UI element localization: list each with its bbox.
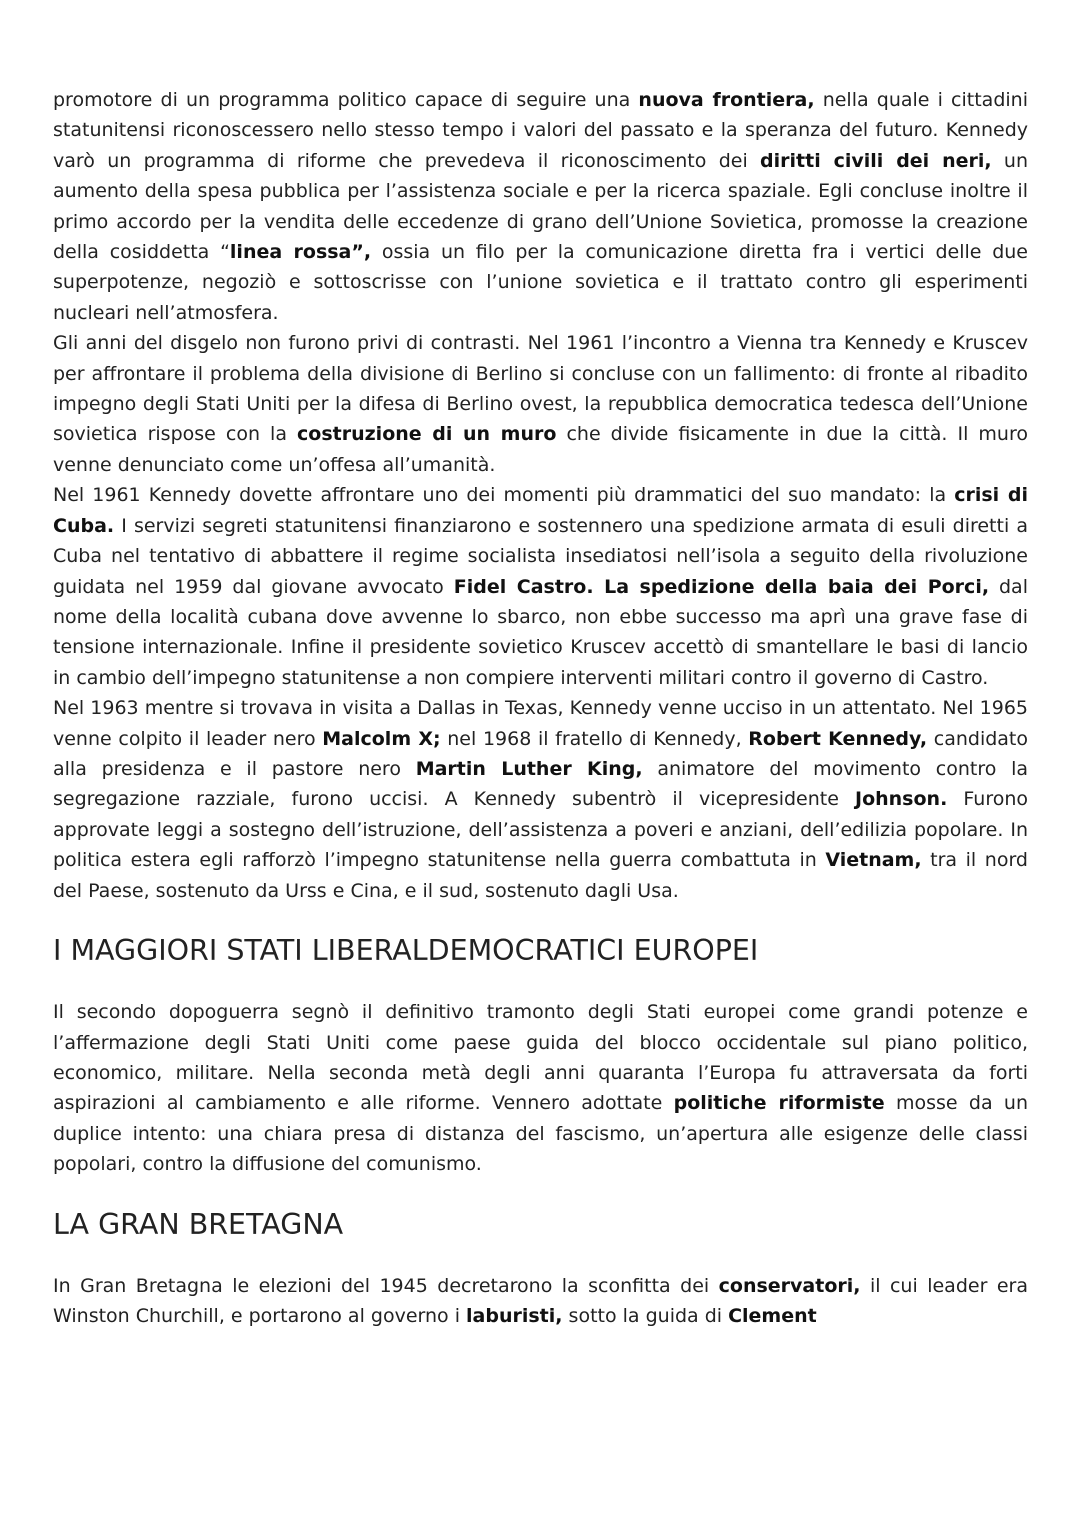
text-run: In Gran Bretagna le elezioni del 1945 decretarono la sconfitta dei	[53, 1274, 719, 1297]
bold-term: Malcolm X;	[322, 727, 441, 750]
text-run: Gli anni del disgelo non furono privi di contrasti. Nel 1961 l’incontro a Vienna tra Kennedy e Kruscev per affrontare il problema della divisione di Berlino si concluse con un fallimento: di fronte al ribadito impegno degli Stati Uniti per la difesa di Berlino ovest, la repubblica democratica tedesca dell’Unione sovietica rispose con la	[53, 332, 1028, 446]
bold-term: politiche riformiste	[673, 1092, 885, 1115]
text-run: Nel 1963 mentre si trovava in visita a Dallas in Texas, Kennedy venne ucciso in un attentato. Nel 1965 venne colpito il leader nero	[53, 697, 1028, 750]
bold-term: diritti civili dei neri,	[760, 149, 992, 172]
text-run: I servizi segreti statunitensi finanziarono e sostennero una spedizione armata di esuli diretti a Cuba nel tentativo di abbattere il regime socialista insediatosi nell’isola a seguito della rivoluzione guidata nel 1959 dal giovane avvocato	[53, 514, 1028, 598]
bold-term: conservatori,	[718, 1274, 861, 1297]
bold-term: laburisti,	[466, 1305, 563, 1328]
text-run: candidato alla presidenza e il pastore nero	[53, 727, 1029, 780]
text-run: dal nome della località cubana dove avvenne lo sbarco, non ebbe successo ma aprì una grave fase di tensione internazionale. Infine il presidente sovietico Kruscev accettò di smantellare le basi di lancio in cambio dell’impegno statunitense a non compiere interventi militari contro il governo di Castro.	[53, 575, 1028, 689]
paragraph-gran-bretagna	[53, 1271, 1028, 1332]
text-run: nella quale i cittadini statunitensi riconoscessero nello stesso tempo i valori del passato e la speranza del futuro. Kennedy varò un programma di riforme che prevedeva il riconoscimento dei	[53, 89, 1028, 172]
text-run: nel 1968 il fratello di Kennedy,	[440, 727, 749, 750]
paragraph-secondo-dopoguerra	[53, 997, 1028, 1179]
paragraph-dallas	[53, 693, 1028, 906]
bold-term: Vietnam,	[825, 849, 922, 872]
text-run: animatore del movimento contro la segregazione razziale, furono uccisi. A Kennedy subentrò il vicepresidente	[53, 757, 1028, 811]
text-run: un aumento della spesa pubblica per l’assistenza sociale e per la ricerca spaziale. Egli concluse inoltre il primo accordo per la vendita delle eccedenze di grano dell’Unione Sovietica, promosse la creazione della cosiddetta “	[53, 149, 1029, 264]
heading-gran-bretagna: LA GRAN BRETAGNA	[53, 1207, 344, 1241]
paragraph-spacer	[53, 906, 1028, 936]
text-run: sotto la guida di	[562, 1305, 729, 1328]
text-run: tra il nord del Paese, sostenuto da Urss e Cina, e il sud, sostenuto dagli Usa.	[53, 849, 1028, 902]
text-run: ossia un filo per la comunicazione diretta fra i vertici delle due superpotenze, negoziò e sottoscrisse con l’unione sovietica e il trattato contro gli esperimenti nucleari nell’atmosfera.	[53, 241, 1028, 324]
bold-term: Fidel Castro. La spedizione della baia dei Porci,	[453, 575, 990, 598]
paragraph-spacer	[53, 967, 1028, 997]
text-run: mosse da un duplice intento: una chiara presa di distanza del fascismo, un’apertura alle esigenze delle classi popolari, contro la diffusione del comunismo.	[53, 1092, 1028, 1176]
bold-term: crisi di Cuba.	[53, 484, 1028, 537]
text-run: Il secondo dopoguerra segnò il definitivo tramonto degli Stati europei come grandi potenze e l’affermazione degli Stati Uniti come paese guida del blocco occidentale sul piano politico, economico, militare. Nella seconda metà degli anni quaranta l’Europa fu attraversata da forti aspirazioni al cambiamento e alle riforme. Vennero adottate	[53, 1001, 1028, 1115]
heading-stati-liberaldemocratici: I MAGGIORI STATI LIBERALDEMOCRATICI EUROPEI	[53, 934, 759, 968]
paragraph-spacer	[53, 1180, 1028, 1210]
document-page	[53, 85, 1028, 1332]
paragraph-crisi-cuba	[53, 480, 1028, 693]
bold-term: Clement	[728, 1305, 817, 1328]
paragraph-nuova-frontiera	[53, 85, 1028, 328]
text-run: il cui leader era Winston Churchill, e portarono al governo i	[53, 1274, 1028, 1328]
text-run: Furono approvate leggi a sostegno dell’istruzione, dell’assistenza a poveri e anziani, dell’edilizia popolare. In politica estera egli rafforzò l’impegno statunitense nella guerra combattuta in	[53, 788, 1029, 872]
bold-term: Robert Kennedy,	[748, 727, 928, 750]
bold-term: linea rossa”,	[229, 241, 372, 264]
text-run: promotore di un programma politico capace di seguire una	[53, 89, 639, 111]
text-run: che divide fisicamente in due la città. Il muro venne denunciato come un’offesa all’umanità.	[53, 423, 1028, 476]
bold-term: Johnson.	[855, 788, 948, 811]
text-run: Nel 1961 Kennedy dovette affrontare uno dei momenti più drammatici del suo mandato: la	[53, 484, 955, 507]
bold-term: nuova frontiera,	[638, 89, 815, 111]
paragraph-spacer	[53, 1240, 1028, 1270]
paragraph-disgelo	[53, 328, 1028, 480]
bold-term: Martin Luther King,	[415, 757, 643, 780]
bold-term: costruzione di un muro	[297, 423, 557, 446]
